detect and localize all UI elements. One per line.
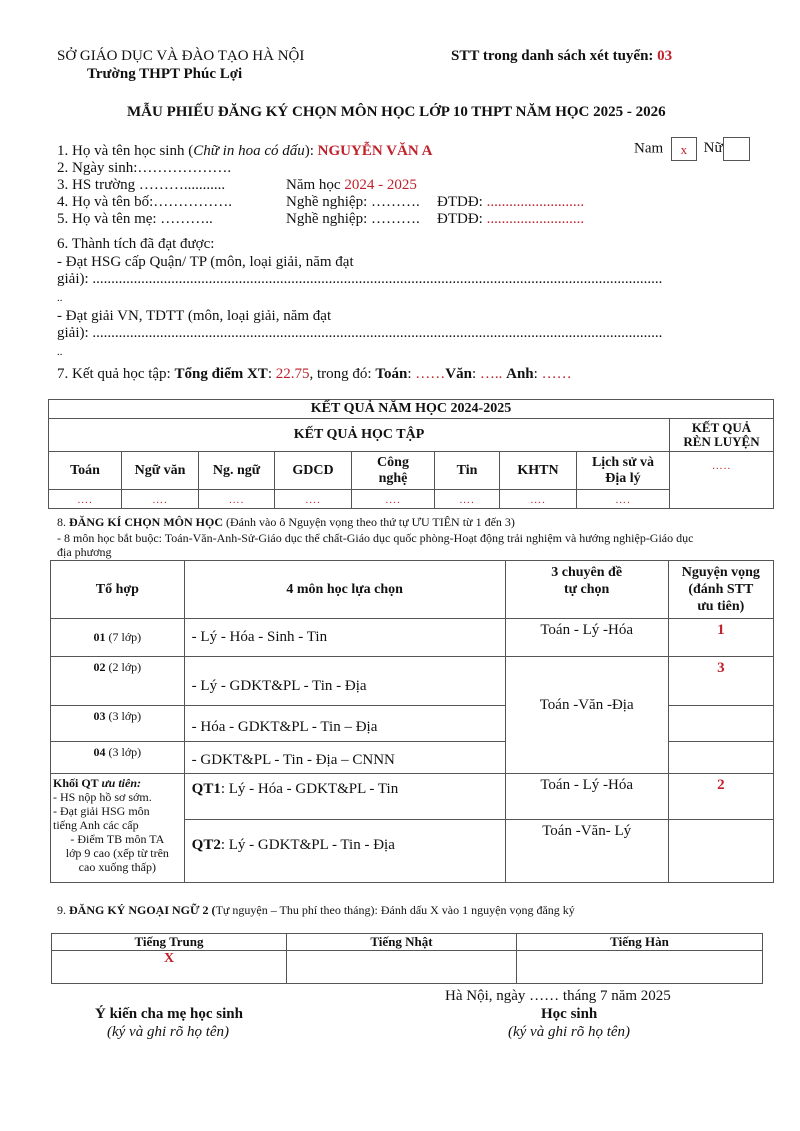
subject-name: Ng. ngữ xyxy=(212,462,261,478)
language-header: Tiếng Nhật xyxy=(287,934,517,951)
gender-male-checkbox[interactable]: x xyxy=(671,137,697,161)
subject-name: KHTN xyxy=(517,462,559,478)
wish-cell[interactable]: 3 xyxy=(668,657,773,706)
mother-phone-value[interactable]: .......................... xyxy=(486,211,585,227)
topics-header-2: tự chọn xyxy=(563,582,610,597)
subject-selection-table xyxy=(50,560,774,883)
hsg-field[interactable]: giải): ........................................................................................................................................................ xyxy=(57,271,663,287)
subject-value[interactable]: …. xyxy=(77,494,93,506)
combo-code: 04 xyxy=(93,745,106,759)
subject-value-cell[interactable] xyxy=(500,490,577,509)
combo-classes: (3 lớp) xyxy=(105,745,142,759)
qt-code: QT2 xyxy=(191,836,221,853)
wish-header-2: (đánh STT xyxy=(688,582,754,597)
prev-school-field[interactable]: 3. HS trường ………........... xyxy=(57,177,226,193)
subject-header xyxy=(49,452,122,490)
student-signature-note: (ký và ghi rõ họ tên) xyxy=(508,1024,631,1040)
results-table xyxy=(48,399,774,509)
result-label: 7. Kết quả học tập: xyxy=(57,366,175,382)
combo-cell xyxy=(51,619,185,657)
qt-title xyxy=(53,776,182,790)
wish-header-3: ưu tiên) xyxy=(697,599,745,614)
qt-line: - Điểm TB môn TA xyxy=(70,832,165,846)
subject-header xyxy=(435,452,500,490)
combo-subjects: - Lý - GDKT&PL - Tin - Địa xyxy=(184,657,505,706)
table-row xyxy=(51,619,774,657)
subject-header xyxy=(199,452,275,490)
results-title: KẾT QUẢ NĂM HỌC 2024-2025 xyxy=(49,400,774,419)
subject-value-cell[interactable] xyxy=(352,490,435,509)
name-hint: Chữ in hoa có dấu xyxy=(193,143,305,159)
subject-value-cell[interactable] xyxy=(199,490,275,509)
gender-selector xyxy=(634,137,750,161)
anh-value[interactable]: …… xyxy=(541,366,572,382)
wish-header-1: Nguyện vọng xyxy=(681,565,760,580)
van-value[interactable]: ….. xyxy=(479,366,503,382)
wish-cell[interactable] xyxy=(668,742,773,774)
qt-subjects xyxy=(184,774,505,820)
year-label: Năm học xyxy=(286,177,345,193)
subject-header xyxy=(500,452,577,490)
subject-value-cell[interactable] xyxy=(49,490,122,509)
student-name-line xyxy=(57,143,432,160)
subject-value-cell[interactable] xyxy=(435,490,500,509)
achievements-label: 6. Thành tích đã đạt được: xyxy=(57,236,215,252)
subject-header xyxy=(275,452,352,490)
wish-cell[interactable]: 1 xyxy=(668,619,773,657)
subject-name: Ngữ văn xyxy=(134,462,186,478)
conduct-value-cell[interactable] xyxy=(670,452,774,509)
section8-note: (Đánh vào ô Nguyện vọng theo thứ tự ƯU TIÊN từ 1 đến 3) xyxy=(223,515,515,529)
father-phone-label: ĐTDĐ: xyxy=(437,194,487,210)
name-label-end: ): xyxy=(304,143,318,159)
school-name: Trường THPT Phúc Lợi xyxy=(87,66,243,82)
subject-value[interactable]: …. xyxy=(459,494,475,506)
subject-header xyxy=(352,452,435,490)
section9-num: 9. xyxy=(57,903,69,917)
toan-label: Toán xyxy=(375,366,408,382)
subject-value[interactable]: …. xyxy=(152,494,168,506)
subject-name: Lịch sử và xyxy=(591,454,655,470)
combo-topics: Toán -Văn -Địa xyxy=(505,657,668,774)
wish-cell[interactable] xyxy=(668,820,773,883)
subject-name: Công xyxy=(377,454,409,470)
mother-job-field[interactable]: Nghề nghiệp: ………. xyxy=(286,211,420,227)
language-header: Tiếng Trung xyxy=(52,934,287,951)
subject-name-2: Địa lý xyxy=(605,470,641,486)
mother-phone-label: ĐTDĐ: xyxy=(437,211,487,227)
hsg-tail: .. xyxy=(57,292,63,304)
conduct-header-2: RÈN LUYỆN xyxy=(683,434,760,449)
section9-title xyxy=(57,903,575,918)
section9-title-bold: ĐĂNG KÝ NGOẠI NGỮ 2 ( xyxy=(69,903,216,917)
vn-label: - Đạt giải VN, TDTT (môn, loại giải, năm đạt xyxy=(57,308,332,324)
language-table xyxy=(51,933,763,984)
student-signature-title: Học sinh xyxy=(541,1006,598,1022)
subject-name: Tin xyxy=(456,462,478,478)
qt-line: cao xuống thấp) xyxy=(78,860,156,874)
hsg-label: - Đạt HSG cấp Quận/ TP (môn, loại giải, năm đạt xyxy=(57,254,354,270)
mother-phone[interactable] xyxy=(437,211,584,228)
gender-male-label: Nam xyxy=(634,140,664,157)
qt-code: QT1 xyxy=(191,781,221,797)
wish-cell[interactable] xyxy=(668,706,773,742)
conduct-header xyxy=(670,419,774,452)
language-mark-cell[interactable] xyxy=(287,951,517,984)
father-name-field[interactable]: 4. Họ và tên bố:……………. xyxy=(57,194,232,210)
combo-subjects: - Hóa - GDKT&PL - Tin – Địa xyxy=(184,706,505,742)
subject-value[interactable]: …. xyxy=(228,494,245,506)
signing-date: Hà Nội, ngày …… tháng 7 năm 2025 xyxy=(445,988,671,1004)
father-job-field[interactable]: Nghề nghiệp: ………. xyxy=(286,194,420,210)
table-row xyxy=(51,774,774,820)
subject-value-cell[interactable] xyxy=(275,490,352,509)
subject-header xyxy=(577,452,670,490)
language-header-row xyxy=(52,934,763,951)
subject-value-cell[interactable] xyxy=(122,490,199,509)
qt-subjects-text: : Lý - Hóa - GDKT&PL - Tin xyxy=(220,781,399,797)
mandatory-subjects-cont: địa phương xyxy=(57,545,112,559)
study-result-line: 7. Kết quả học tập: Tổng điểm XT: 22.75, trong đó: Toán: ……Văn: ….. Anh: …… xyxy=(57,366,572,382)
dob-field[interactable]: 2. Ngày sinh:………………. xyxy=(57,160,232,176)
topics-header-1: 3 chuyên đề xyxy=(551,565,623,580)
combo-classes: (2 lớp) xyxy=(105,660,142,674)
combo-classes: (3 lớp) xyxy=(105,709,142,723)
language-mark-cell[interactable]: X xyxy=(52,951,287,984)
study-results-header: KẾT QUẢ HỌC TẬP xyxy=(49,419,670,452)
parent-signature-title: Ý kiến cha mẹ học sinh xyxy=(95,1006,243,1022)
wish-header xyxy=(668,561,773,619)
stt-value: 03 xyxy=(657,48,673,64)
subjects-header: 4 môn học lựa chọn xyxy=(184,561,505,619)
qt-line: tiếng Anh các cấp xyxy=(53,818,139,832)
gender-female-label: Nữ xyxy=(703,140,723,157)
trong-do: , trong đó: xyxy=(309,366,376,382)
toan-value[interactable]: …… xyxy=(415,366,446,382)
anh-label: Anh xyxy=(506,366,534,382)
school-year xyxy=(286,177,417,194)
stt-line xyxy=(451,48,672,65)
subject-value[interactable]: …. xyxy=(385,494,401,506)
mandatory-subjects: - 8 môn học bắt buộc: Toán-Văn-Anh-Sử-Giáo dục thể chất-Giáo dục quốc phòng-Hoạt động trải nghiệm và hướng nghiệp-Giáo dục xyxy=(57,531,694,545)
conduct-value[interactable]: ….. xyxy=(711,460,732,472)
father-phone-value[interactable]: .......................... xyxy=(486,194,585,210)
qt-subjects xyxy=(184,820,505,883)
conduct-header-1: KẾT QUẢ xyxy=(691,420,752,435)
combo-code: 02 xyxy=(93,660,106,674)
qt-title-italic: ưu tiên: xyxy=(101,776,141,790)
department-name: SỞ GIÁO DỤC VÀ ĐÀO TẠO HÀ NỘI xyxy=(57,48,305,64)
subject-value[interactable]: …. xyxy=(530,494,546,506)
van-label: Văn xyxy=(445,366,472,382)
combo-subjects: - GDKT&PL - Tin - Địa – CNNN xyxy=(184,742,505,774)
qt-title-bold: Khối QT xyxy=(53,776,102,790)
combo-topics: Toán - Lý -Hóa xyxy=(505,619,668,657)
subject-value-row xyxy=(49,490,774,509)
subject-header-row xyxy=(49,452,774,490)
qt-line: - HS nộp hồ sơ sớm. xyxy=(53,790,152,804)
vn-tail: .. xyxy=(57,346,63,358)
student-name-value[interactable]: NGUYỄN VĂN A xyxy=(317,143,433,159)
combo-code: 01 xyxy=(93,630,106,644)
combo-cell xyxy=(51,657,185,706)
language-mark-cell[interactable] xyxy=(517,951,763,984)
language-header: Tiếng Hàn xyxy=(517,934,763,951)
combo-subjects: - Lý - Hóa - Sinh - Tin xyxy=(184,619,505,657)
stt-label: STT trong danh sách xét tuyển: xyxy=(451,48,654,64)
qt-line: lớp 9 cao (xếp từ trên xyxy=(65,846,169,860)
year-value: 2024 - 2025 xyxy=(344,177,417,193)
topics-header xyxy=(505,561,668,619)
subject-name: Toán xyxy=(70,462,100,478)
mother-name-field[interactable]: 5. Họ và tên mẹ: ……….. xyxy=(57,211,213,227)
combo-classes: (7 lớp) xyxy=(105,630,142,644)
section8-num: 8. xyxy=(57,515,69,529)
gender-female-checkbox[interactable] xyxy=(723,137,750,161)
total-label: Tổng điểm XT xyxy=(174,366,268,382)
qt-topics: Toán - Lý -Hóa xyxy=(505,774,668,820)
section8-title-bold: ĐĂNG KÍ CHỌN MÔN HỌC xyxy=(69,515,223,529)
section9-note: Tự nguyện – Thu phí theo tháng): Đánh dấu X vào 1 nguyện vọng đăng ký xyxy=(215,903,575,917)
subject-value-cell[interactable] xyxy=(577,490,670,509)
qt-description xyxy=(51,774,185,883)
form-title: MẪU PHIẾU ĐĂNG KÝ CHỌN MÔN HỌC LỚP 10 THPT NĂM HỌC 2025 - 2026 xyxy=(127,104,666,120)
combo-cell xyxy=(51,742,185,774)
vn-field[interactable]: giải): ........................................................................................................................................................ xyxy=(57,325,663,341)
name-label: 1. Họ và tên học sinh ( xyxy=(57,143,194,159)
subject-header xyxy=(122,452,199,490)
combo-header: Tổ hợp xyxy=(51,561,185,619)
parent-signature-note: (ký và ghi rõ họ tên) xyxy=(107,1024,230,1040)
combo-code: 03 xyxy=(93,709,106,723)
table-row xyxy=(51,657,774,706)
section8-title xyxy=(57,515,515,530)
language-mark-row xyxy=(52,951,763,984)
subject-value[interactable]: …. xyxy=(305,494,321,506)
qt-subjects-text: : Lý - GDKT&PL - Tin - Địa xyxy=(220,836,395,853)
qt-line: - Đạt giải HSG môn xyxy=(53,804,150,818)
subject-name: GDCD xyxy=(292,462,334,478)
wish-cell[interactable]: 2 xyxy=(668,774,773,820)
father-phone[interactable] xyxy=(437,194,584,211)
selection-header-row xyxy=(51,561,774,619)
subject-name-2: nghệ xyxy=(378,470,408,486)
qt-topics: Toán -Văn- Lý xyxy=(505,820,668,883)
combo-cell xyxy=(51,706,185,742)
total-score-value: 22.75 xyxy=(275,366,310,382)
subject-value[interactable]: …. xyxy=(615,494,631,506)
